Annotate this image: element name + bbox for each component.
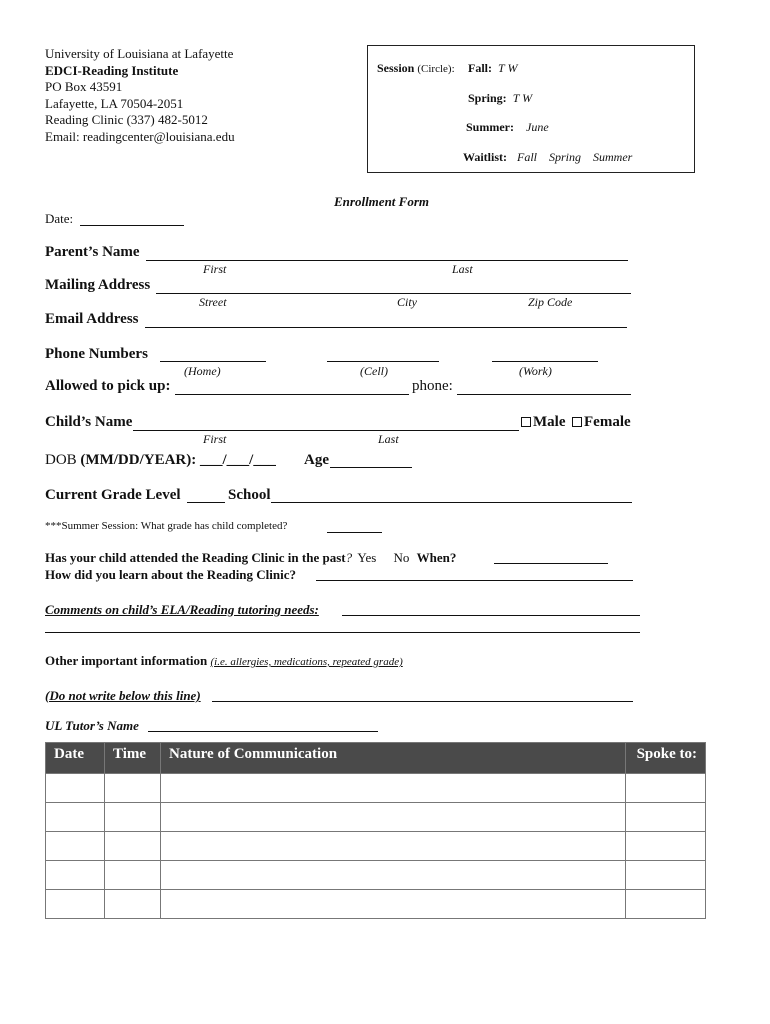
table-row [46, 861, 706, 890]
mailing-address-label: Mailing Address [45, 277, 151, 293]
tutor-name-field[interactable] [148, 731, 378, 732]
do-not-write-line [212, 701, 633, 702]
university-name: University of Louisiana at Lafayette [45, 46, 234, 61]
do-not-write-label: (Do not write below this line) [45, 688, 201, 703]
session-box [367, 45, 695, 173]
nature-cell[interactable] [161, 890, 626, 919]
date-cell[interactable] [46, 861, 105, 890]
date-cell[interactable] [46, 832, 105, 861]
cell-caption: (Cell) [360, 364, 388, 378]
child-name-label: Child’s Name [45, 414, 133, 430]
home-phone-field[interactable] [160, 361, 266, 362]
learn-field[interactable] [316, 580, 633, 581]
comments-label: Comments on child’s ELA/Reading tutoring needs: [45, 602, 319, 617]
time-cell[interactable] [105, 803, 161, 832]
clinic-phone: Reading Clinic (337) 482-5012 [45, 112, 208, 127]
comments-field-line-2[interactable] [45, 632, 640, 633]
child-last-caption: Last [378, 432, 399, 446]
summer-grade-question: ***Summer Session: What grade has child completed? [45, 520, 288, 532]
pickup-phone-label: phone: [412, 378, 453, 394]
other-info-label: Other important information (i.e. allergies, medications, repeated grade) [45, 653, 403, 668]
communication-log-table [45, 742, 706, 919]
attended-question: Has your child attended the Reading Clinic in the past? Yes No When? [45, 550, 457, 565]
org-address-block [45, 46, 235, 145]
session-spring[interactable]: Spring: T W [468, 91, 533, 105]
zip-caption: Zip Code [528, 295, 573, 309]
time-cell[interactable] [105, 861, 161, 890]
child-name-field[interactable] [133, 430, 519, 431]
mailing-address-field[interactable] [156, 293, 631, 294]
header-date: Date [46, 743, 105, 774]
table-row [46, 832, 706, 861]
city-caption: City [397, 295, 417, 309]
date-cell[interactable] [46, 803, 105, 832]
time-cell[interactable] [105, 774, 161, 803]
male-checkbox[interactable] [521, 417, 531, 427]
street-caption: Street [199, 295, 227, 309]
table-row [46, 890, 706, 919]
spoke-to-cell[interactable] [626, 803, 706, 832]
school-field[interactable] [271, 502, 632, 503]
spoke-to-cell[interactable] [626, 774, 706, 803]
session-waitlist[interactable]: Waitlist: Fall Spring Summer [463, 150, 633, 164]
female-checkbox[interactable] [572, 417, 582, 427]
table-header-row [46, 743, 706, 774]
pickup-name-field[interactable] [175, 394, 409, 395]
clinic-email: Email: readingcenter@louisiana.edu [45, 128, 235, 144]
grade-label: Current Grade Level [45, 487, 181, 503]
header-spoke-to: Spoke to: [626, 743, 706, 774]
nature-cell[interactable] [161, 803, 626, 832]
spoke-to-cell[interactable] [626, 890, 706, 919]
attended-no[interactable]: No [393, 550, 410, 565]
table-row [46, 803, 706, 832]
city-line: Lafayette, LA 70504-2051 [45, 95, 184, 111]
summer-grade-field[interactable] [327, 532, 382, 533]
comments-field-line-1[interactable] [342, 615, 640, 616]
email-address-field[interactable] [145, 327, 627, 328]
date-cell[interactable] [46, 774, 105, 803]
header-nature: Nature of Communication [161, 743, 626, 774]
school-label: School [228, 487, 271, 503]
table-row [46, 774, 706, 803]
spoke-to-cell[interactable] [626, 832, 706, 861]
nature-cell[interactable] [161, 832, 626, 861]
time-cell[interactable] [105, 832, 161, 861]
parent-first-caption: First [203, 262, 227, 276]
form-title: Enrollment Form [334, 194, 429, 209]
date-label: Date: [45, 211, 74, 226]
nature-cell[interactable] [161, 774, 626, 803]
parent-name-field[interactable] [146, 260, 628, 261]
age-label: Age [304, 452, 329, 468]
nature-cell[interactable] [161, 861, 626, 890]
date-field[interactable] [80, 225, 184, 226]
institute-name: EDCI-Reading Institute [45, 62, 179, 78]
header-time: Time [105, 743, 161, 774]
session-fall[interactable]: Fall: T W [468, 61, 518, 75]
pickup-label: Allowed to pick up: [45, 378, 171, 394]
phone-numbers-label: Phone Numbers [45, 346, 148, 362]
attended-yes[interactable]: Yes [357, 550, 377, 565]
session-label: Session (Circle): [377, 61, 455, 75]
po-box: PO Box 43591 [45, 79, 123, 94]
pickup-phone-field[interactable] [457, 394, 631, 395]
dob-label: DOB (MM/DD/YEAR): ___/___/___ [45, 452, 276, 468]
parent-name-label: Parent’s Name [45, 244, 140, 260]
spoke-to-cell[interactable] [626, 861, 706, 890]
male-option[interactable]: Male [521, 414, 565, 431]
cell-phone-field[interactable] [327, 361, 439, 362]
age-field[interactable] [330, 467, 412, 468]
date-cell[interactable] [46, 890, 105, 919]
email-address-label: Email Address [45, 311, 139, 327]
parent-last-caption: Last [452, 262, 473, 276]
tutor-name-label: UL Tutor’s Name [45, 718, 139, 733]
dob-field[interactable]: ___/___/___ [199, 452, 276, 468]
work-caption: (Work) [519, 364, 552, 378]
child-first-caption: First [203, 432, 227, 446]
attended-when-field[interactable] [494, 563, 608, 564]
work-phone-field[interactable] [492, 361, 598, 362]
time-cell[interactable] [105, 890, 161, 919]
session-summer[interactable]: Summer: June [466, 120, 549, 134]
learn-question: How did you learn about the Reading Clinic? [45, 567, 297, 582]
home-caption: (Home) [184, 364, 221, 378]
grade-field[interactable] [187, 502, 225, 503]
female-option[interactable]: Female [572, 414, 631, 431]
